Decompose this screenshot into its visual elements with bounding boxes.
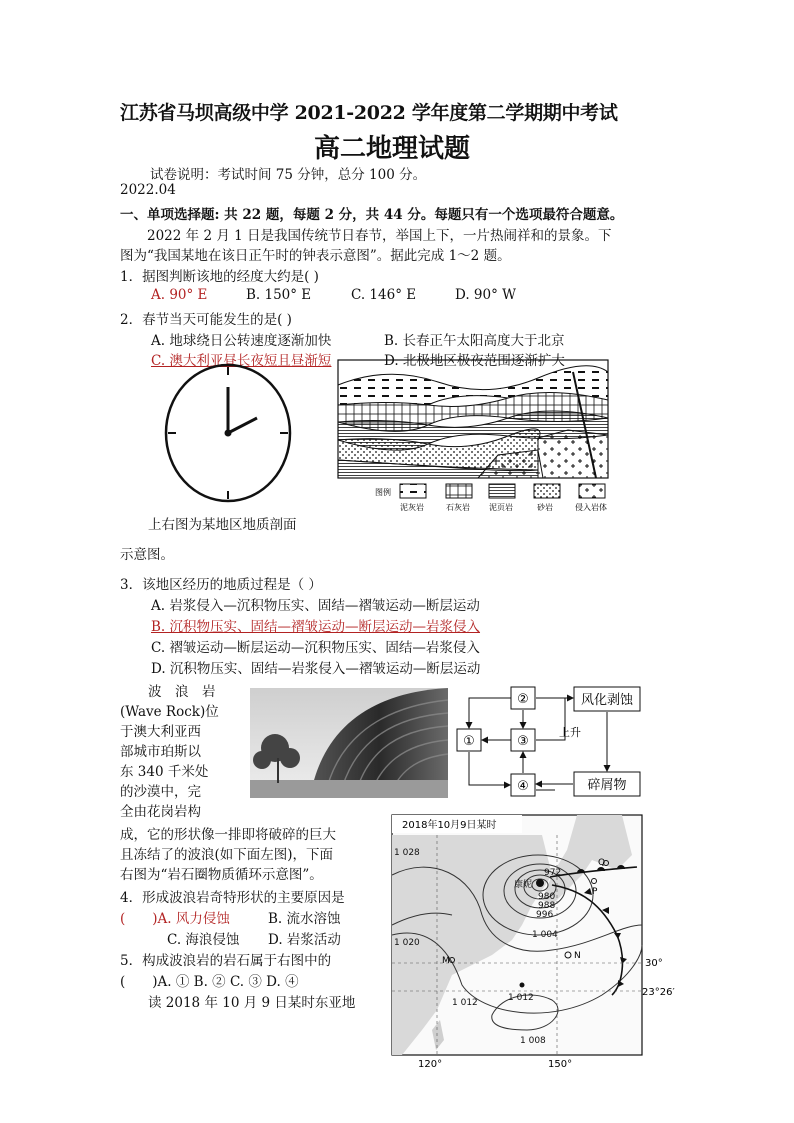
point-q: Q	[598, 858, 606, 868]
wave-text-1: 波 浪 岩	[148, 684, 216, 700]
geology-caption-1: 上右图为某地区地质剖面	[148, 517, 297, 533]
clock-figure	[165, 363, 295, 503]
q4-option-d: D. 岩浆活动	[268, 932, 341, 948]
q4-option-a: ( )A. 风力侵蚀	[120, 911, 230, 927]
legend-title: 图例	[375, 488, 391, 497]
q3-option-c: C. 褶皱运动—断层运动—沉积物压实、固结—岩浆侵入	[151, 640, 480, 656]
isobar-1028: 1 028	[394, 848, 420, 858]
cycle-node-4: ④	[517, 779, 529, 794]
geology-section-figure	[338, 360, 618, 515]
q3-stem: 3．该地区经历的地质过程是（ ）	[120, 577, 322, 593]
wave-text-4: 部城市珀斯以	[120, 744, 201, 760]
intro-line-1: 2022 年 2 月 1 日是我国传统节日春节，举国上下，一片热闹祥和的景象。下	[147, 228, 612, 244]
wave-text-7: 全由花岗岩构	[120, 804, 201, 820]
q3-option-d: D. 沉积物压实、固结—岩浆侵入—褶皱运动—断层运动	[151, 661, 481, 677]
q1-option-c: C. 146° E	[351, 287, 417, 303]
lat-23: 23°26′	[642, 987, 675, 998]
wave-rock-photo	[250, 688, 448, 798]
rock-cycle-diagram	[455, 684, 655, 799]
wave-text-10: 右图为“岩石圈物质循环示意图”。	[120, 867, 323, 883]
q2-option-c: C. 澳大利亚昼长夜短且昼渐短	[151, 353, 332, 369]
isobar-1008: 1 008	[520, 1036, 546, 1046]
q1-option-b: B. 150° E	[246, 287, 312, 303]
q6-intro: 读 2018 年 10 月 9 日某时东亚地	[148, 995, 356, 1011]
isobar-1020: 1 020	[394, 938, 420, 948]
point-p: P	[592, 887, 598, 897]
legend-sandstone: 砂岩	[537, 503, 553, 512]
q4-stem: 4．形成波浪岩奇特形状的主要原因是	[120, 890, 345, 906]
q4-option-b: B. 流水溶蚀	[268, 911, 341, 927]
hour-hand	[228, 418, 257, 433]
q3-option-a: A. 岩浆侵入—沉积物压实、固结—褶皱运动—断层运动	[151, 598, 480, 614]
exam-subtitle: 高二地理试题	[314, 134, 471, 164]
legend-intrusive: 侵入岩体	[575, 503, 607, 512]
wave-text-3: 于澳大利亚西	[120, 724, 201, 740]
intro-line-2: 图为“我国某地在该日正午时的钟表示意图”。据此完成 1～2 题。	[120, 248, 511, 264]
wave-text-2: (Wave Rock)位	[120, 704, 219, 720]
weather-map	[392, 815, 675, 1070]
map-title: 2018年10月9日某时	[402, 820, 497, 831]
wave-text-5: 东 340 千米处	[120, 764, 209, 780]
legend-limestone: 石灰岩	[446, 503, 470, 512]
q2-option-d: D. 北极地区极夜范围逐渐扩大	[384, 353, 565, 369]
q2-option-b: B. 长春正午太阳高度大于北京	[384, 333, 565, 349]
isobar-1012-b: 1 012	[508, 993, 534, 1003]
isobar-1004: 1 004	[532, 930, 558, 940]
section-heading: 一、单项选择题: 共 22 题，每题 2 分，共 44 分。每题只有一个选项最符合题意。	[120, 207, 624, 223]
q1-stem: 1．据图判断该地的经度大约是( )	[120, 269, 319, 285]
legend-shale: 泥页岩	[489, 503, 513, 512]
cycle-debris: 碎屑物	[587, 778, 627, 793]
isobar-996: 996	[536, 910, 554, 920]
q2-stem: 2．春节当天可能发生的是( )	[120, 312, 292, 328]
wave-text-9: 且冻结了的波浪(如下面左图)，下面	[120, 847, 334, 863]
lon-150: 150°	[548, 1059, 573, 1070]
exam-note: 试卷说明：考试时间 75 分钟，总分 100 分。	[150, 167, 427, 183]
cycle-node-3: ③	[517, 734, 529, 749]
exam-title: 江苏省马坝高级中学 2021-2022 学年度第二学期期中考试	[120, 102, 618, 124]
geology-caption-2: 示意图。	[120, 547, 174, 563]
isobar-980: 980	[538, 892, 556, 902]
q1-option-a: A. 90° E	[151, 287, 208, 303]
cycle-node-2: ②	[517, 692, 529, 707]
typhoon-label: 康妮	[514, 880, 533, 890]
q3-option-b: B. 沉积物压实、固结—褶皱运动—断层运动—岩浆侵入	[151, 619, 481, 635]
isobar-1012-a: 1 012	[452, 998, 478, 1008]
wave-text-8: 成，它的形状像一排即将破碎的巨大	[120, 827, 336, 843]
cycle-uplift: 上升	[559, 726, 581, 739]
q1-option-d: D. 90° W	[455, 287, 517, 303]
cycle-weathering: 风化剥蚀	[580, 693, 634, 708]
isobar-972: 972	[544, 868, 562, 878]
cycle-node-1: ①	[463, 734, 475, 749]
exam-date: 2022.04	[120, 182, 176, 198]
q5-options: ( )A. ① B. ② C. ③ D. ④	[120, 974, 299, 990]
q5-stem: 5．构成波浪岩的岩石属于右图中的	[120, 953, 332, 969]
q2-option-a: A. 地球绕日公转速度逐渐加快	[151, 333, 332, 349]
lon-120: 120°	[418, 1059, 443, 1070]
q4-option-c: C. 海浪侵蚀	[167, 932, 240, 948]
legend-marl: 泥灰岩	[400, 503, 424, 512]
lat-30: 30°	[645, 958, 663, 969]
wave-text-6: 的沙漠中，完	[120, 784, 201, 800]
point-m: M	[442, 956, 450, 966]
isobar-988: 988	[538, 901, 556, 911]
point-n: N	[574, 951, 581, 961]
